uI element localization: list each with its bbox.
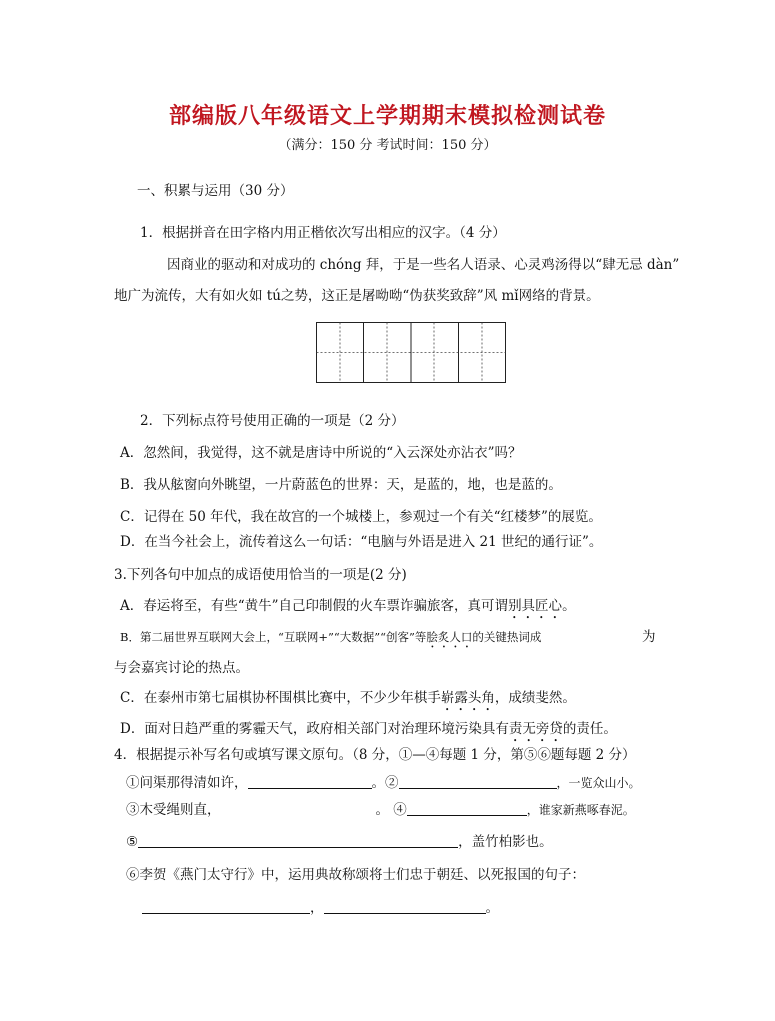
q3-c-text: C．在泰州市第七届棋协杯围棋比赛中，不少少年棋手 bbox=[120, 690, 441, 706]
q4-l1-a: ①问渠那得清如许， bbox=[126, 775, 248, 791]
fill-blank-6a[interactable] bbox=[142, 899, 310, 914]
page-title: 部编版八年级语文上学期期末模拟检测试卷 bbox=[168, 103, 606, 129]
q3-option-c bbox=[120, 689, 576, 714]
q3-d-idiom: 责无旁贷 bbox=[508, 721, 563, 737]
q4-l2-b: 。 ④ bbox=[375, 802, 407, 818]
q4-line4: ⑥李贺《燕门太守行》中，运用典故称颂将士们忠于朝廷、以死报国的句子： bbox=[126, 867, 585, 883]
tian-grid[interactable] bbox=[316, 322, 508, 384]
page-subtitle: （满分：150 分 考试时间：150 分） bbox=[278, 138, 497, 153]
q2-option-d: D．在当今社会上，流传着这么一句话：“电脑与外语是进入 21 世纪的通行证”。 bbox=[120, 534, 603, 550]
fill-blank-5[interactable] bbox=[138, 833, 458, 848]
q3-option-b bbox=[120, 628, 541, 651]
q2-option-a: A．忽然间，我觉得，这不就是唐诗中所说的“入云深处亦沾衣”吗？ bbox=[120, 445, 522, 461]
q2-option-c: C．记得在 50 年代，我在故宫的一个城楼上，参观过一个有关“红楼梦”的展览。 bbox=[120, 509, 602, 525]
q1-paragraph-line2: 地广为流传，大有如火如 tú之势，这正是屠呦呦“伪获奖致辞”风 mǐ网络的背景。 bbox=[114, 288, 600, 304]
fill-blank-6b[interactable] bbox=[324, 899, 486, 914]
q4-line5 bbox=[142, 899, 499, 917]
q4-l3-a: ⑤ bbox=[126, 834, 139, 850]
q3-a-text: A．春运将至，有些“黄牛”自己印制假的火车票诈骗旅客，真可谓 bbox=[120, 598, 509, 614]
q3-stem: 3.下列各句中加点的成语使用恰当的一项是(2 分) bbox=[114, 567, 407, 583]
q3-d-text: D．面对日趋严重的雾霾天气，政府相关部门对治理环境污染具有 bbox=[120, 721, 509, 737]
q3-a-idiom: 别具匠心 bbox=[508, 598, 563, 614]
q3-a-end: 。 bbox=[562, 598, 576, 614]
q4-stem: 4．根据提示补写名句或填写课文原句。（8 分，①—④每题 1 分，第⑤⑥题每题 2 分） bbox=[114, 747, 636, 763]
q4-l2-a: ③木受绳则直， bbox=[126, 802, 221, 818]
q2-option-b: B．我从舷窗向外眺望，一片蔚蓝色的世界：天，是蓝的，地，也是蓝的。 bbox=[120, 477, 562, 493]
q3-b-idiom: 脍炙人口 bbox=[426, 630, 473, 644]
fill-blank-4[interactable] bbox=[407, 801, 527, 816]
fill-blank-2[interactable] bbox=[399, 774, 557, 789]
q1-paragraph-line1: 因商业的驱动和对成功的 chóng 拜，于是一些名人语录、心灵鸡汤得以“肆无忌 dàn” bbox=[167, 257, 680, 273]
q3-b-end: 的关键热词成 bbox=[472, 630, 542, 644]
q4-l5-end: 。 bbox=[485, 900, 499, 916]
q1-stem: 1．根据拼音在田字格内用正楷依次写出相应的汉字。（4 分） bbox=[140, 225, 506, 241]
q3-option-d bbox=[120, 720, 617, 745]
q4-l2-c: ，谁家新燕啄春泥。 bbox=[526, 803, 635, 817]
fill-blank-1[interactable] bbox=[248, 774, 372, 789]
q3-c-end: ，成绩斐然。 bbox=[494, 690, 576, 706]
q4-line3 bbox=[126, 833, 553, 851]
q3-b-tail: 为 bbox=[642, 629, 656, 645]
q3-c-idiom: 崭露头角 bbox=[440, 690, 495, 706]
q2-stem: 2．下列标点符号使用正确的一项是（2 分） bbox=[140, 413, 405, 429]
q3-d-end: 的责任。 bbox=[562, 721, 617, 737]
q3-b-text: B．第二届世界互联网大会上，“互联网+”“大数据”“创客”等 bbox=[120, 630, 427, 644]
q4-l3-b: ，盖竹柏影也。 bbox=[458, 834, 553, 850]
q4-l1-b: 。② bbox=[371, 775, 399, 791]
q3-option-a bbox=[120, 597, 576, 622]
section-heading: 一、积累与运用（30 分） bbox=[137, 183, 294, 199]
q3-option-b-line2: 与会嘉宾讨论的热点。 bbox=[114, 660, 249, 676]
q4-l1-c: ，一览众山小。 bbox=[556, 776, 641, 790]
q4-line2 bbox=[126, 801, 635, 819]
q4-line1 bbox=[126, 774, 641, 792]
q4-l5-mid: ， bbox=[310, 900, 324, 916]
